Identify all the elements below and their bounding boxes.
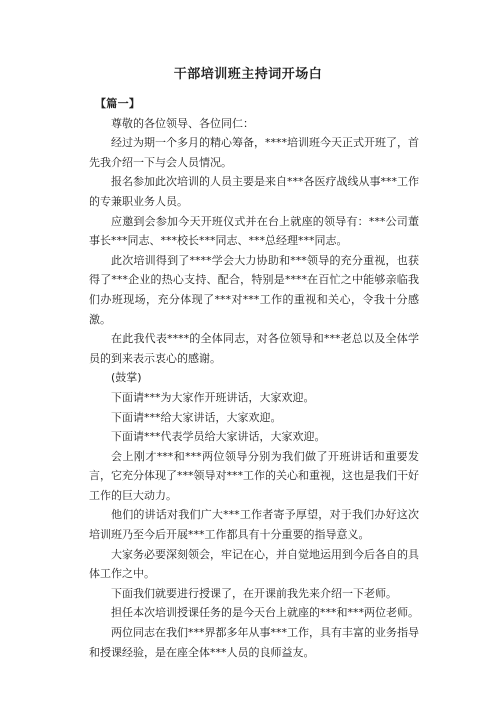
section-heading: 【篇一】: [95, 97, 141, 110]
paragraph: 两位同志在我们***界都多年从事***工作，具有丰富的业务指导和授课经验，是在座全体***人员的良师益友。: [89, 626, 419, 659]
paragraph: 应邀到会参加今天开班仪式并在台上就座的领导有：***公司董事长***同志、***校长***同志、***总经理***同志。: [89, 214, 419, 248]
applause-note: (鼓掌): [111, 371, 142, 385]
paragraph: 会上刚才***和***两位领导分别为我们做了开班讲话和重要发言，它充分体现了***领导对***工作的关心和重视，这也是我们干好工作的巨大动力。: [89, 449, 419, 502]
paragraph: 下面请***代表学员给大家讲话，大家欢迎。: [111, 430, 326, 444]
document-title: 干部培训班主持词开场白: [173, 67, 323, 82]
document-body: [89, 94, 419, 662]
paragraph: 下面我们就要进行授课了，在开课前我先来介绍一下老师。: [111, 586, 397, 600]
paragraph: 下面请***为大家作开班讲话，大家欢迎。: [111, 390, 315, 404]
paragraph: 他们的讲话对我们广大***工作者寄予厚望，对于我们办好这次培训班乃至今后开展***工作都具有十分重要的指导意义。: [89, 508, 419, 542]
salutation: 尊敬的各位领导、各位同仁：: [111, 116, 254, 130]
paragraph: 下面请***给大家讲话，大家欢迎。: [111, 410, 282, 424]
paragraph: 在此我代表****的全体同志，对各位领导和***老总以及全体学员的到来表示衷心的感谢。: [89, 332, 419, 365]
paragraph: 此次培训得到了****学会大力协助和***领导的充分重视，也获得了***企业的热心支持、配合，特别是****在百忙之中能够亲临我们办班现场，充分体现了***对***工作的重视和关心，令我十分感激。: [89, 253, 419, 326]
paragraph: 担任本次培训授课任务的是今天台上就座的***和***两位老师。: [111, 606, 419, 620]
paragraph: 大家务必要深刻领会，牢记在心，并自觉地运用到今后各自的具体工作之中。: [89, 547, 419, 581]
paragraph: 经过为期一个多月的精心筹备，****培训班今天正式开班了，首先我介绍一下与会人员情况。: [89, 136, 419, 169]
paragraph: 报名参加此次培训的人员主要是来自***各医疗战线从事***工作的专兼职业务人员。: [89, 175, 419, 208]
